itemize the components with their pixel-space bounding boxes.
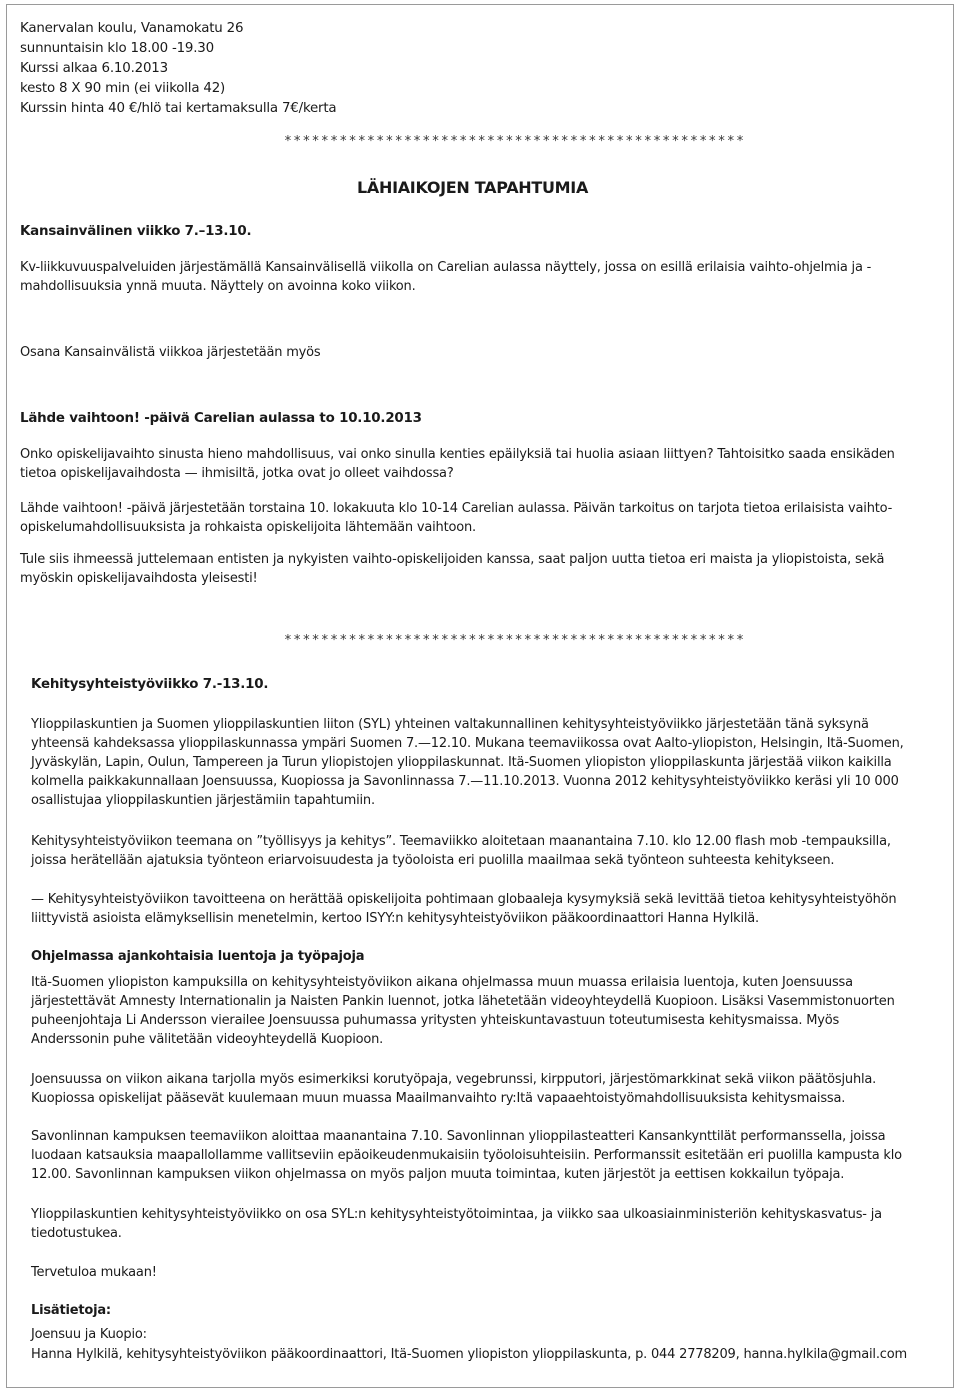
dev-week-para1: Ylioppilaskuntien ja Suomen ylioppilaskuntien liiton (SYL) yhteinen valtakunnallinen kehitysyhteistyöviikko järjestetään tänä syksynä yhteensä kahdeksassa ylioppilaskunnassa ympäri Suomen 7.—12.10. Mukana teemaviikossa ovat Aalto-yliopiston, Helsingin, Itä-Suomen, Jyväskylän, Lapin, Oulun, Tampereen ja Turun yliopistojen ylioppilaskunnat. Itä-Suomen yliopiston ylioppilaskunta järjestää viikon kaikilla kolmella paikkakunnallaan Joensuussa, Kuopiossa ja Savonlinnassa 7.—11.10.2013. Vuonna 2012 kehitysyhteistyöviikko keräsi yli 10 000 osallistujaa ylioppilaskuntien järjestämiin tapahtumiin.: [31, 717, 904, 808]
course-start: Kurssi alkaa 6.10.2013: [20, 61, 168, 76]
more-info-label: Lisätietoja:: [31, 1303, 111, 1318]
event-title: Lähde vaihtoon! -päivä Carelian aulassa to 10.10.2013: [20, 411, 422, 426]
dev-week-para6: Savonlinnan kampuksen teemaviikon aloittaa maanantaina 7.10. Savonlinnan ylioppilasteatteri Kansankynttilät performanssella, joissa luodaan katsauksia maapallollamme vallitseviin epäoikeudenmukaisiin työoloisuhteisiin. Performanssit esitetään eri puolilla kampusta klo 12.00. Savonlinnan kampuksen viikon ohjelmassa on myös paljon muuta toimintaa, kuten järjestöt ja eettisen kokkailun työpaja.: [31, 1129, 902, 1182]
dev-week-para3: — Kehitysyhteistyöviikon tavoitteena on herättää opiskelijoita pohtimaan globaaleja kysymyksiä sekä levittää tietoa kehitysyhteistyöhön liittyvistä asioista elämyksellisin menetelmin, kertoo ISYY:n kehitysyhteistyöviikon pääkoordinaattori Hanna Hylkilä.: [31, 892, 897, 926]
section-title: LÄHIAIKOJEN TAPAHTUMIA: [357, 178, 589, 197]
intl-week-title: Kansainvälinen viikko 7.–13.10.: [20, 224, 252, 239]
course-time: sunnuntaisin klo 18.00 -19.30: [20, 41, 214, 56]
program-title: Ohjelmassa ajankohtaisia luentoja ja työpajoja: [31, 949, 365, 964]
contact-line: Hanna Hylkilä, kehitysyhteistyöviikon pääkoordinaattori, Itä-Suomen yliopiston ylioppilaskunta, p. 044 2778209, hanna.hylkila@gmail.com: [31, 1347, 907, 1362]
intl-week-para1: Kv-liikkuvuuspalveluiden järjestämällä Kansainvälisellä viikolla on Carelian aulassa näyttely, jossa on esillä erilaisia vaihto-ohjelmia ja -mahdollisuuksia ynnä muuta. Näyttely on avoinna koko viikon.: [20, 260, 872, 294]
intl-week-para3: Onko opiskelijavaihto sinusta hieno mahdollisuus, vai onko sinulla kenties epäilyksiä tai huolia asiaan liittyen? Tahtoisitko saada ensikäden tietoa opiskelijavaihdosta — ihmisiltä, jotka ovat jo olleet vaihdossa?: [20, 447, 895, 481]
course-price: Kurssin hinta 40 €/hlö tai kertamaksulla 7€/kerta: [20, 101, 337, 116]
course-info: [20, 19, 336, 119]
intl-week-para4: Lähde vaihtoon! -päivä järjestetään torstaina 10. lokakuuta klo 10-14 Carelian aulassa. Päivän tarkoitus on tarjota tietoa erilaisista vaihto-opiskelumahdollisuuksista ja rohkaista opiskelijoita lähtemään vaihtoon.: [20, 501, 893, 535]
contact-location: Joensuu ja Kuopio:: [31, 1327, 147, 1342]
dev-week-para7: Ylioppilaskuntien kehitysyhteistyöviikko on osa SYL:n kehitysyhteistyötoimintaa, ja viikko saa ulkoasiainministeriön kehityskasvatus- ja tiedotustukea.: [31, 1207, 882, 1241]
separator-stars: **************************************************: [284, 134, 746, 149]
intl-week-para5: Tule siis ihmeessä juttelemaan entisten ja nykyisten vaihto-opiskelijoiden kanssa, saat paljon uutta tietoa eri maista ja yliopistoista, sekä myöskin opiskelijavaihdosta yleisesti!: [20, 552, 885, 586]
dev-week-para4: Itä-Suomen yliopiston kampuksilla on kehitysyhteistyöviikon aikana ohjelmassa muun muassa erilaisia luentoja, kuten Joensuussa järjestettävät Amnesty Internationalin ja Naisten Pankin luennot, jotka lähetetään videoyhteydellä Kuopioon. Lisäksi Vasemmistonuorten puheenjohtaja Li Andersson vierailee Joensuussa puhumassa yritysten yhteiskuntavastuun toteutumisesta kehitysmaissa. Myös Anderssonin puhe välitetään videoyhteydellä Kuopioon.: [31, 975, 895, 1047]
separator-stars-2: **************************************************: [284, 633, 746, 648]
dev-week-title: Kehitysyhteistyöviikko 7.-13.10.: [31, 677, 269, 692]
course-duration: kesto 8 X 90 min (ei viikolla 42): [20, 81, 226, 96]
intl-week-para2: Osana Kansainvälistä viikkoa järjestetään myös: [20, 345, 321, 360]
course-location: Kanervalan koulu, Vanamokatu 26: [20, 21, 244, 36]
welcome-text: Tervetuloa mukaan!: [31, 1265, 157, 1280]
dev-week-para5: Joensuussa on viikon aikana tarjolla myös esimerkiksi korutyöpaja, vegebrunssi, kirpputori, järjestömarkkinat sekä viikon päätösjuhla. Kuopiossa opiskelijat pääsevät kuulemaan muun muassa Maailmanvaihto ry:Itä vapaaehtoistyömahdollisuuksista kehitysmaissa.: [31, 1072, 877, 1106]
dev-week-para2: Kehitysyhteistyöviikon teemana on ”työllisyys ja kehitys”. Teemaviikko aloitetaan maanantaina 7.10. klo 12.00 flash mob -tempauksilla, joissa herätellään ajatuksia työnteon eriarvoisuudesta ja työoloista eri puolilla maailmaa sekä työnteon suhteesta kehitykseen.: [31, 834, 891, 868]
